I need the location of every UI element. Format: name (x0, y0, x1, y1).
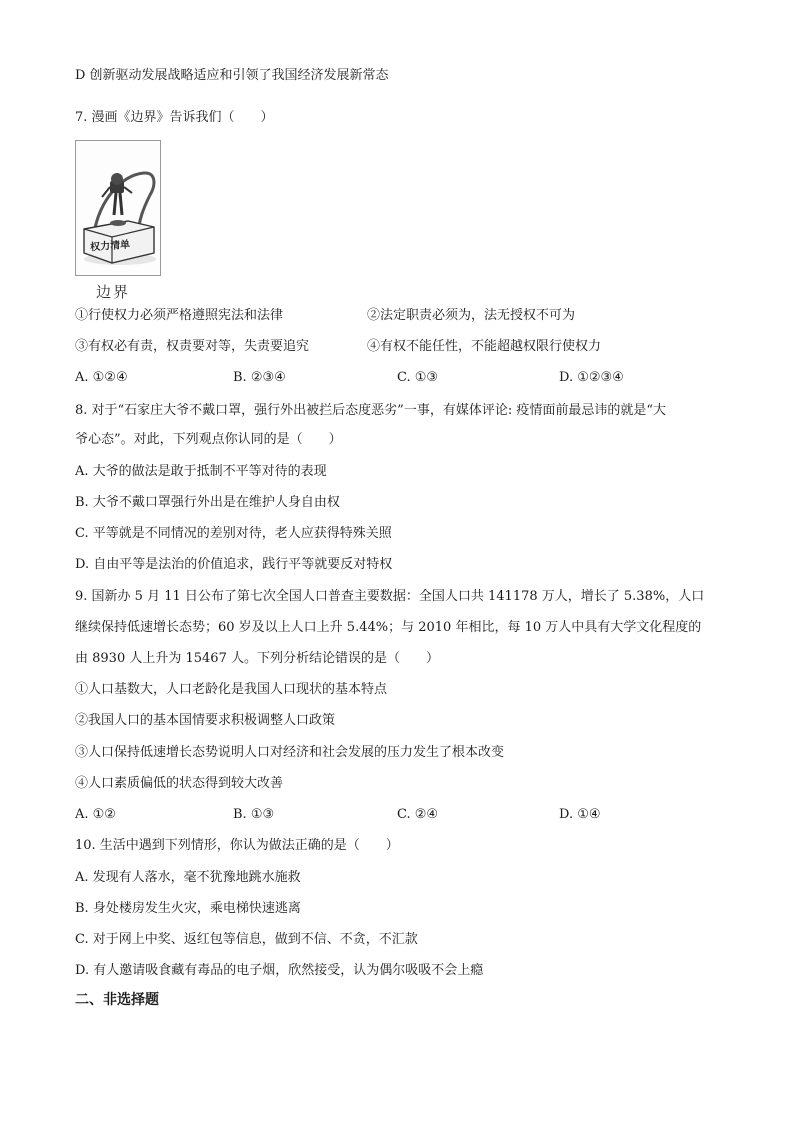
q10-option-b[interactable]: B. 身处楼房发生火灾，乘电梯快速逃离 (75, 901, 301, 916)
cartoon-drawing (76, 141, 160, 275)
cartoon-boundary (75, 140, 161, 276)
q9-item-4: ④人口素质偏低的状态得到较大改善 (75, 776, 284, 791)
q7-option-a[interactable]: A. ①②④ (75, 370, 128, 385)
q9-stem-line3: 由 8930 人上升为 15467 人。下列分析结论错误的是（ ） (75, 651, 439, 666)
cartoon-sign-text: 权力清单 (89, 239, 131, 254)
q9-option-a[interactable]: A. ①② (75, 807, 116, 822)
q9-stem-line1: 9. 国新办 5 月 11 日公布了第七次全国人口普查主要数据：全国人口共 141178 万人，增长了 5.38%，人口 (75, 589, 705, 604)
q9-option-b[interactable]: B. ①③ (233, 807, 275, 822)
q10-option-c[interactable]: C. 对于网上中奖、返红包等信息，做到不信、不贪，不汇款 (75, 932, 418, 947)
q6-option-d: D 创新驱动发展战略适应和引领了我国经济发展新常态 (75, 68, 389, 83)
q8-option-b[interactable]: B. 大爷不戴口罩强行外出是在维护人身自由权 (75, 495, 340, 510)
q7-option-b[interactable]: B. ②③④ (233, 370, 286, 385)
q7-option-d[interactable]: D. ①②③④ (559, 370, 624, 385)
q8-stem-line2: 爷心态”。对此，下列观点你认同的是（ ） (75, 432, 342, 447)
q7-item-4: ④有权不能任性，不能超越权限行使权力 (367, 339, 602, 354)
q8-option-a[interactable]: A. 大爷的做法是敢于抵制不平等对待的表现 (75, 464, 327, 479)
q7-option-c[interactable]: C. ①③ (397, 370, 439, 385)
q7-stem: 7. 漫画《边界》告诉我们（ ） (75, 110, 274, 125)
q9-option-d[interactable]: D. ①④ (559, 807, 601, 822)
q7-item-1: ①行使权力必须严格遵照宪法和法律 (75, 308, 284, 323)
q9-stem-line2: 继续保持低速增长态势；60 岁及以上人口上升 5.44%；与 2010 年相比，每 10 万人中具有大学文化程度的 (75, 620, 702, 635)
q8-stem-line1: 8. 对于“石家庄大爷不戴口罩，强行外出被拦后态度恶劣”一事，有媒体评论: 疫情面前最忌讳的就是“大 (75, 403, 666, 418)
q10-option-d[interactable]: D. 有人邀请吸食藏有毒品的电子烟，欣然接受，认为偶尔吸吸不会上瘾 (75, 963, 484, 978)
q9-item-3: ③人口保持低速增长态势说明人口对经济和社会发展的压力发生了根本改变 (75, 745, 505, 760)
q10-option-a[interactable]: A. 发现有人落水，毫不犹豫地跳水施救 (75, 870, 301, 885)
q10-stem: 10. 生活中遇到下列情形，你认为做法正确的是（ ） (75, 838, 399, 853)
section-heading: 二、非选择题 (75, 992, 159, 1008)
q8-option-c[interactable]: C. 平等就是不同情况的差别对待，老人应获得特殊关照 (75, 526, 392, 541)
q7-options (75, 369, 735, 387)
q7-item-3: ③有权必有责，权责要对等，失责要追究 (75, 339, 310, 354)
q9-item-1: ①人口基数大，人口老龄化是我国人口现状的基本特点 (75, 682, 388, 697)
q9-item-2: ②我国人口的基本国情要求积极调整人口政策 (75, 713, 336, 728)
cartoon-caption: 边界 (96, 283, 131, 301)
q9-option-c[interactable]: C. ②④ (397, 807, 439, 822)
q7-item-2: ②法定职责必须为，法无授权不可为 (367, 308, 576, 323)
q8-option-d[interactable]: D. 自由平等是法治的价值追求，践行平等就要反对特权 (75, 557, 393, 572)
q9-options (75, 806, 735, 824)
